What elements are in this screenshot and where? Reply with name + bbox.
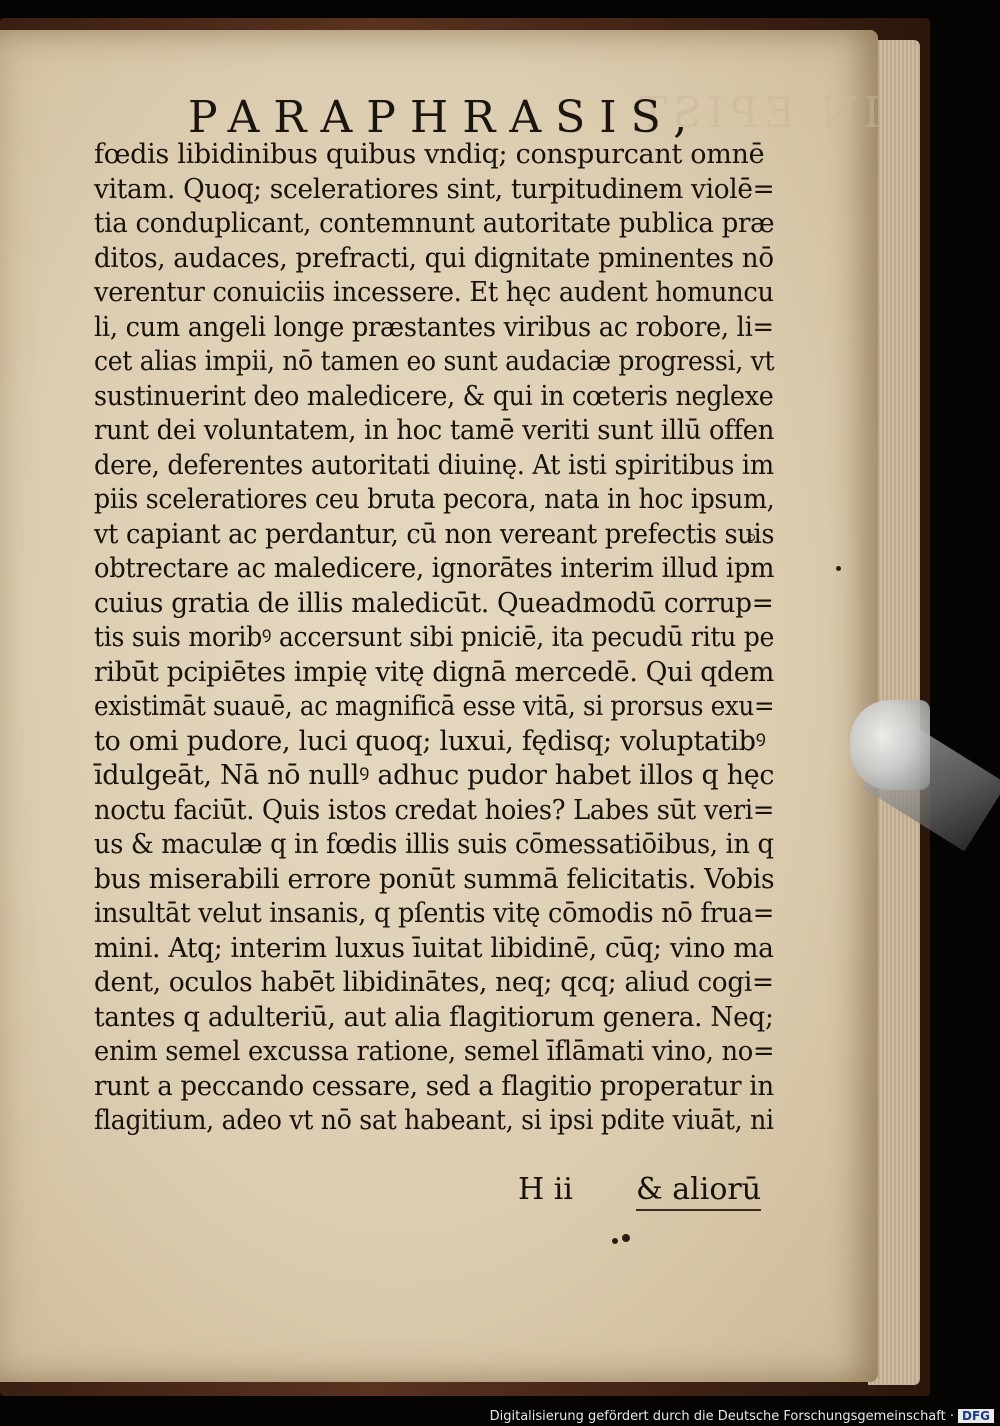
signature-mark: H ii: [518, 1172, 573, 1207]
text-line: existimāt suauē, ac magnificā esse vitā, si prorsus exu=: [94, 691, 775, 722]
text-line: li, cum angeli longe præstantes viribus ac robore, li=: [94, 311, 774, 343]
body-text: [94, 138, 774, 1139]
text-line: noctu faciūt. Quis istos credat hoies? Labes sūt veri=: [94, 794, 775, 826]
text-line: tia conduplicant, contemnunt autoritate publica præ: [94, 208, 775, 239]
text-line: cuius gratia de illis maledicūt. Queadmodū corrup=: [94, 587, 774, 619]
running-header: PARAPHRASIS,: [188, 92, 702, 143]
bleed-through-text: IN EPIST: [633, 88, 880, 137]
text-line: verentur conuiciis incessere. Et hęc audent homuncu: [94, 277, 774, 308]
text-line: obtrectare ac maledicere, ignorātes interim illud ipm: [94, 553, 775, 584]
catchword: & aliorū: [636, 1172, 761, 1211]
text-line: runt a peccando cessare, sed a flagitio properatur in: [94, 1070, 774, 1102]
text-line: īdulgeāt, Nā nō nullꝰ adhuc pudor habet illos q hęc: [94, 760, 775, 791]
page-clamp: [850, 700, 930, 790]
text-line: ditos, audaces, prefracti, qui dignitate pminentes nō: [94, 242, 774, 274]
text-line: vitam. Quoq; sceleratiores sint, turpitudinem violē=: [94, 173, 775, 205]
text-line: us & maculæ q in fœdis illis suis cōmessatiōibus, in q: [94, 829, 774, 860]
text-line: insultāt velut insanis, q pſentis vitę cōmodis nō frua=: [94, 898, 775, 929]
text-line: runt dei voluntatem, in hoc tamē veriti sunt illū offen: [94, 415, 775, 446]
text-line: sustinuerint deo maledicere, & qui in cœteris neglexe: [94, 380, 774, 412]
text-line: flagitium, adeo vt nō sat habeant, si ipsi pdite viuāt, ni: [94, 1105, 774, 1136]
text-line: tantes q adulteriū, aut alia flagitiorum genera. Neq;: [94, 1001, 774, 1033]
text-line: ribūt pcipiētes impię vitę dignā mercedē. Qui qdem: [94, 656, 775, 688]
dfg-logo: DFG: [958, 1409, 994, 1423]
text-line: dent, oculos habēt libidinātes, neq; qcq; aliud cogi=: [94, 967, 774, 998]
text-line: mini. Atq; interim luxus īuitat libidinē, cūq; vino ma: [94, 932, 774, 964]
text-line: enim semel excussa ratione, semel īflāmati vino, no=: [94, 1036, 775, 1067]
text-line: cet alias impii, nō tamen eo sunt audaciæ progressi, vt: [94, 346, 775, 377]
credit-text: Digitalisierung gefördert durch die Deutsche Forschungsgemeinschaft ·: [489, 1409, 954, 1424]
ink-speck: [612, 1238, 618, 1244]
text-line: dere, deferentes autoritati diuinę. At isti spiritibus im: [94, 449, 774, 481]
ink-speck: [622, 1234, 630, 1242]
text-line: vt capiant ac perdantur, cū non vereant prefectis suis: [94, 518, 775, 550]
text-line: piis sceleratiores ceu bruta pecora, nata in hoc ipsum,: [94, 484, 775, 515]
text-line: fœdis libidinibus quibus vndiq; conspurcant omnē: [94, 139, 765, 170]
digitization-credit: [490, 1409, 994, 1424]
ink-speck: [748, 534, 755, 541]
text-line: bus miserabili errore ponūt summā felicitatis. Vobis: [94, 863, 775, 895]
text-line: tis suis moribꝰ accersunt sibi pniciē, ita pecudū ritu pe: [94, 622, 775, 653]
text-line: to omi pudore, luci quoq; luxui, fędisq; voluptatibꝰ: [94, 725, 766, 757]
ink-speck: [836, 566, 841, 571]
